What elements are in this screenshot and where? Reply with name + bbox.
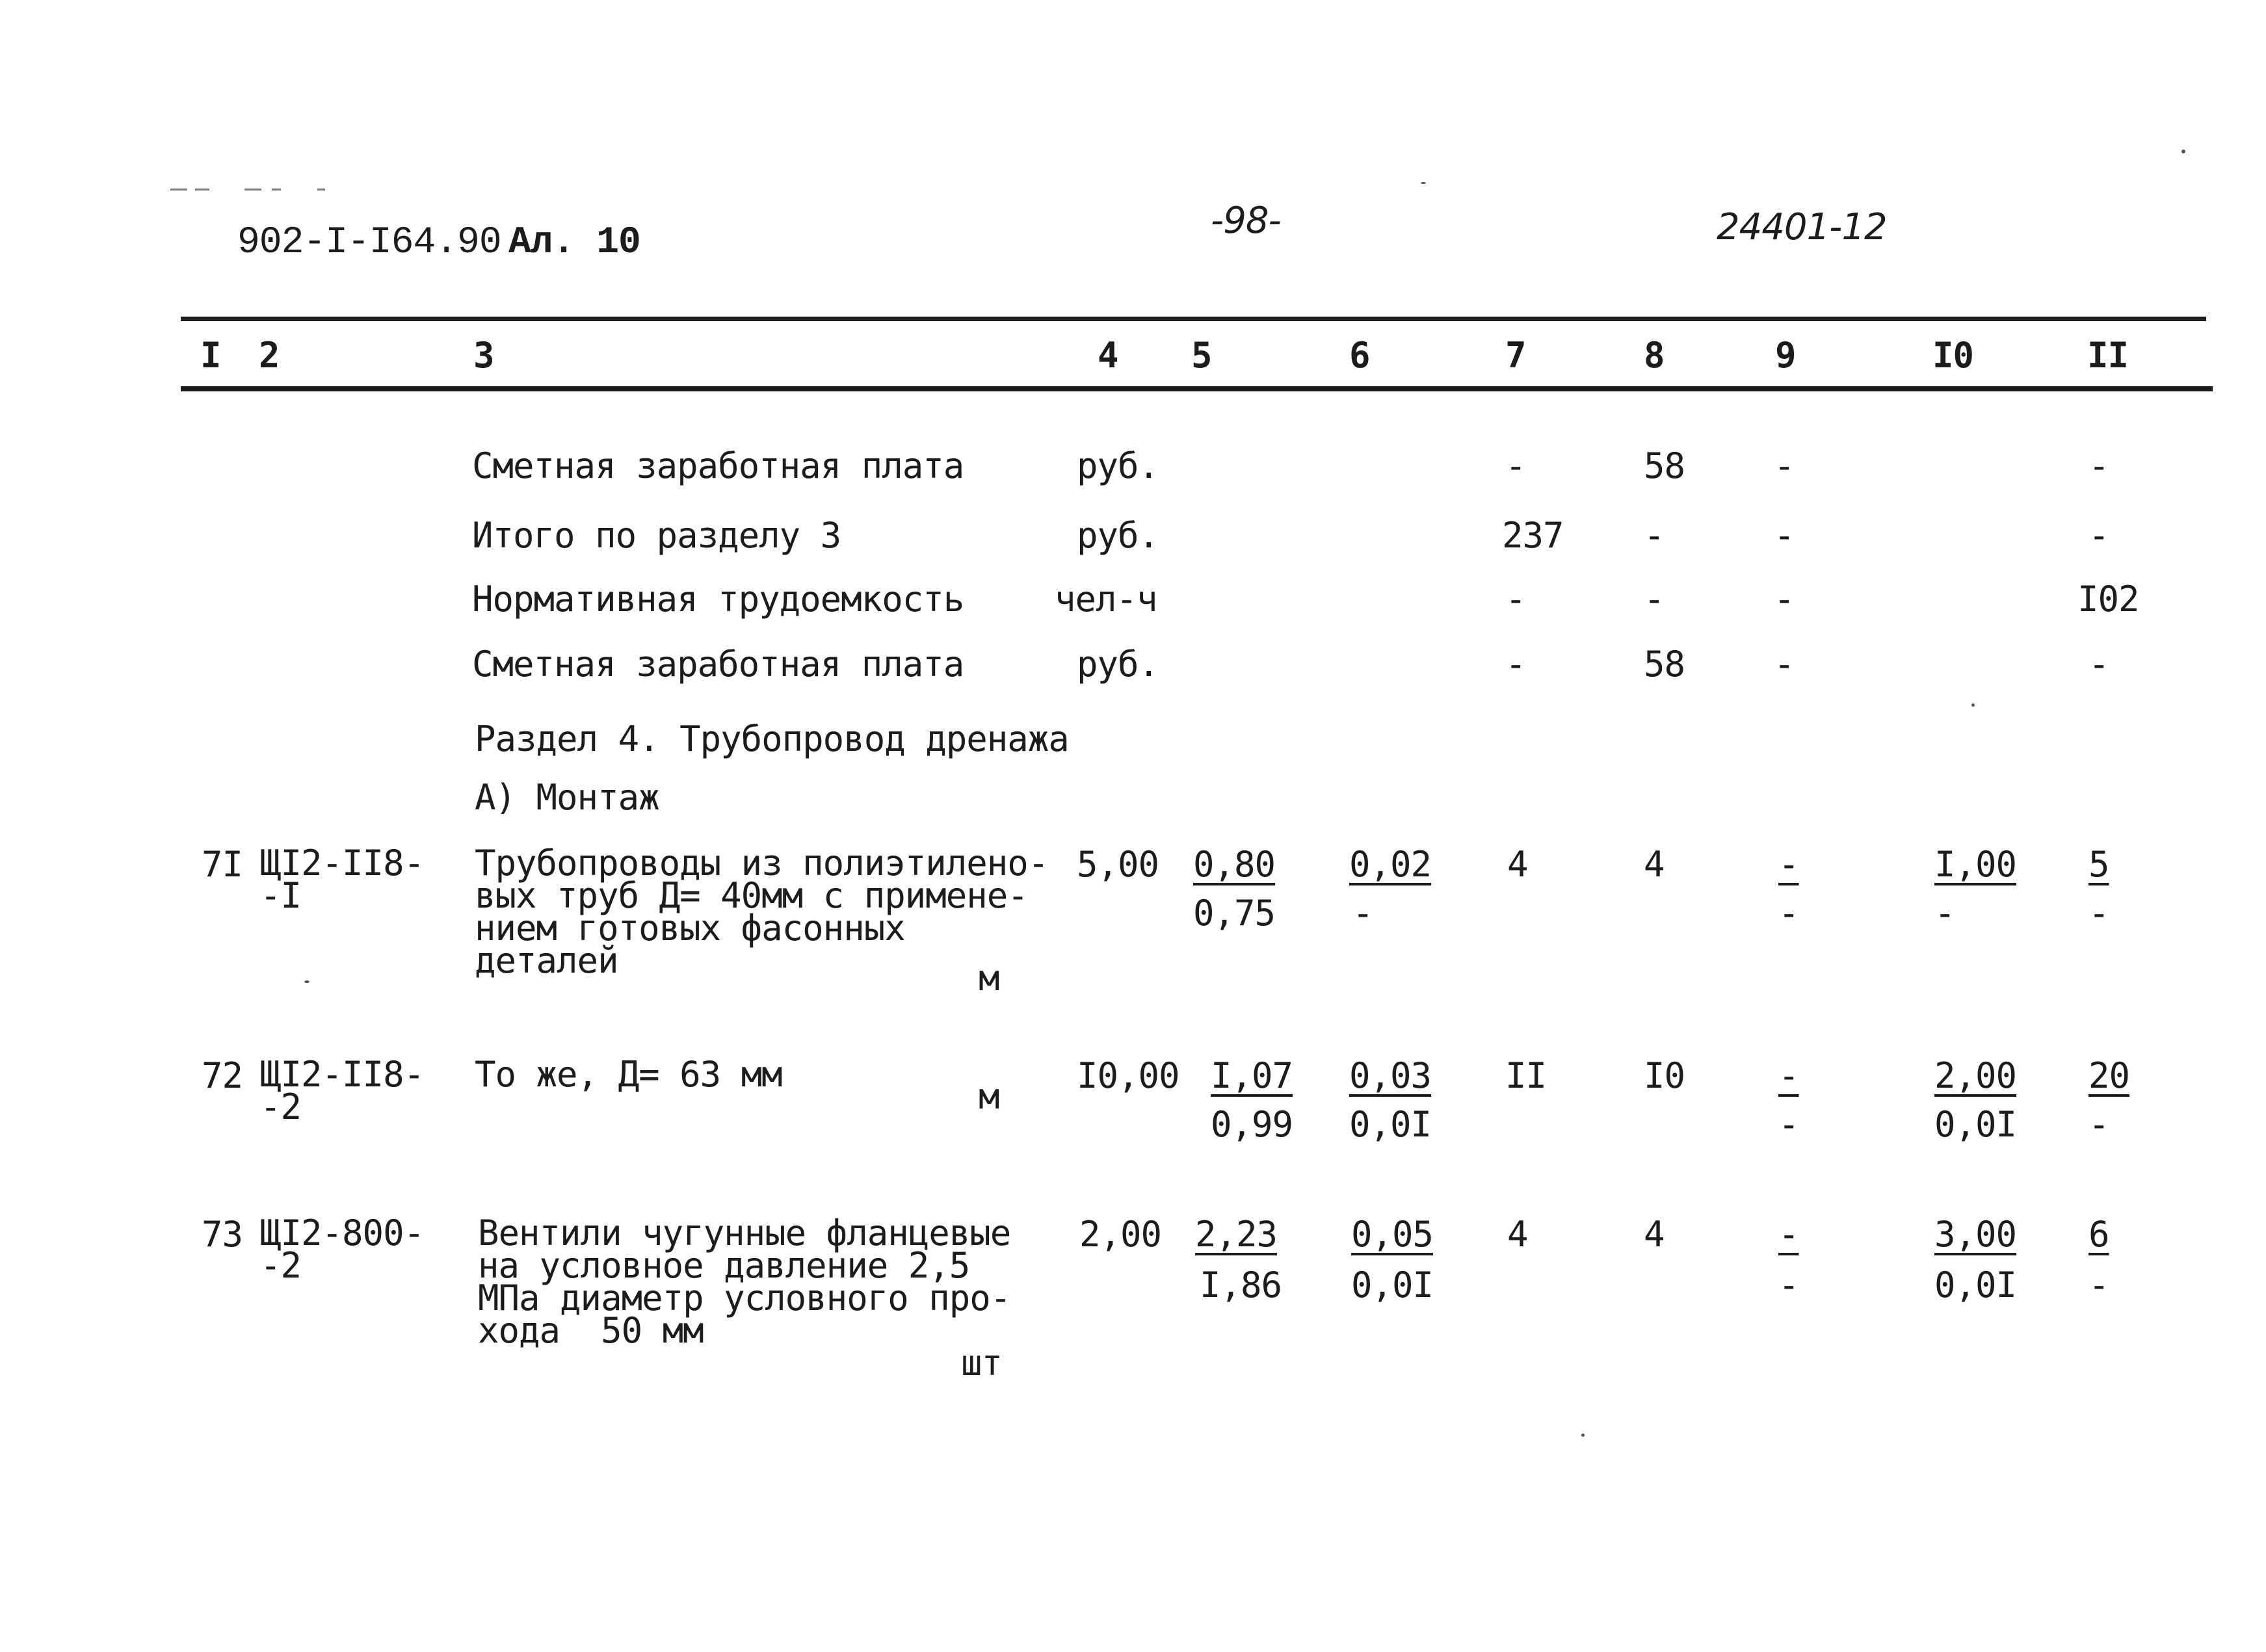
col9-top: - <box>1778 1055 1799 1096</box>
summary-unit: руб. <box>1077 445 1159 486</box>
table-header-rule <box>181 386 2213 391</box>
work-description: То же, Д= 63 мм <box>475 1054 782 1095</box>
summary-name: Итого по разделу 3 <box>472 515 841 556</box>
unit-of-measure: м <box>979 958 999 999</box>
col9-top: - <box>1778 844 1799 885</box>
scan-mark <box>170 189 187 190</box>
table-top-rule <box>181 317 2206 321</box>
scan-mark <box>195 189 209 190</box>
labor-total: 6 <box>2088 1214 2109 1255</box>
summary-col9: - <box>1774 644 1795 685</box>
total-wages: 4 <box>1644 1214 1665 1255</box>
row-number: 72 <box>202 1055 243 1096</box>
summary-col8: - <box>1644 579 1665 620</box>
album-number: Ал. 10 <box>508 222 640 264</box>
unit-of-measure: м <box>979 1076 999 1117</box>
work-description: Трубопроводы из полиэтилено- вых труб Д= 40мм с примене- нием готовых фасонных деталей <box>475 843 1049 981</box>
col9-bottom: - <box>1778 893 1799 934</box>
row-number: 73 <box>202 1214 243 1255</box>
row-number: 7I <box>202 844 243 885</box>
document-code: 902-I-I64.90 <box>237 222 501 264</box>
column-header-4: 4 <box>1098 335 1118 376</box>
section-subtitle: А) Монтаж <box>475 777 659 818</box>
quantity: I0,00 <box>1077 1055 1179 1096</box>
scan-speck <box>1581 1434 1585 1437</box>
column-header-7: 7 <box>1505 335 1526 376</box>
section-title: Раздел 4. Трубопровод дренажа <box>475 718 1069 759</box>
rate-code: ЩI2-II8- -I <box>260 843 425 916</box>
unit-of-measure: шт <box>961 1343 1003 1383</box>
column-header-1: I <box>200 335 221 376</box>
labor-total: 5 <box>2088 844 2109 885</box>
labor-per-unit-machine: - <box>1934 893 1955 934</box>
summary-col7: 237 <box>1502 515 1564 556</box>
unit-machine-cost: 0,05 <box>1351 1214 1434 1255</box>
unit-machine-wages: - <box>1352 893 1373 934</box>
unit-cost-wages: I,86 <box>1200 1265 1282 1305</box>
unit-machine-cost: 0,02 <box>1349 844 1432 885</box>
summary-unit: чел-ч <box>1055 579 1157 620</box>
scan-mark <box>317 189 325 190</box>
column-header-5: 5 <box>1191 335 1212 376</box>
unit-machine-cost: 0,03 <box>1349 1055 1432 1096</box>
summary-col7: - <box>1505 445 1526 486</box>
quantity: 2,00 <box>1079 1214 1162 1255</box>
quantity: 5,00 <box>1077 844 1159 885</box>
scan-speck <box>1421 182 1426 184</box>
scan-speck <box>304 980 310 983</box>
labor-per-unit: 2,00 <box>1934 1055 2017 1096</box>
column-header-10: I0 <box>1932 335 1974 376</box>
total-wages: I0 <box>1644 1055 1685 1096</box>
labor-total-machine: - <box>2088 1104 2109 1145</box>
total-cost: 4 <box>1507 844 1528 885</box>
summary-name: Нормативная трудоемкость <box>472 579 964 620</box>
col9-top: - <box>1778 1214 1799 1255</box>
col9-bottom: - <box>1778 1104 1799 1145</box>
labor-per-unit-machine: 0,0I <box>1934 1104 2017 1145</box>
column-header-6: 6 <box>1349 335 1370 376</box>
summary-col11: - <box>2088 445 2109 486</box>
unit-cost-total: 0,80 <box>1193 844 1276 885</box>
labor-per-unit: 3,00 <box>1934 1214 2017 1255</box>
scan-mark <box>272 189 281 190</box>
column-header-9: 9 <box>1775 335 1796 376</box>
sheet-number: 24401-12 <box>1717 206 1887 248</box>
summary-col9: - <box>1774 515 1795 556</box>
summary-col8: 58 <box>1644 644 1685 685</box>
col9-bottom: - <box>1778 1265 1799 1305</box>
labor-per-unit: I,00 <box>1934 844 2017 885</box>
work-description: Вентили чугунные фланцевые на условное давление 2,5 МПа диаметр условного про- хода 50 мм <box>478 1213 1011 1351</box>
rate-code: ЩI2-800- -2 <box>260 1213 425 1286</box>
rate-code: ЩI2-II8- -2 <box>260 1054 425 1127</box>
column-header-2: 2 <box>259 335 280 376</box>
scan-speck <box>2181 150 2185 153</box>
column-header-8: 8 <box>1644 335 1665 376</box>
scan-mark <box>244 189 261 190</box>
total-wages: 4 <box>1644 844 1665 885</box>
summary-col8: 58 <box>1644 445 1685 486</box>
summary-col9: - <box>1774 445 1795 486</box>
summary-unit: руб. <box>1077 644 1159 685</box>
summary-col11: - <box>2088 515 2109 556</box>
labor-total: 20 <box>2088 1055 2130 1096</box>
unit-machine-wages: 0,0I <box>1349 1104 1432 1145</box>
total-cost: II <box>1505 1055 1547 1096</box>
summary-name: Сметная заработная плата <box>472 445 964 486</box>
summary-col7: - <box>1505 579 1526 620</box>
scan-speck <box>1971 703 1975 707</box>
unit-machine-wages: 0,0I <box>1351 1265 1434 1305</box>
summary-col7: - <box>1505 644 1526 685</box>
page-number: -98- <box>1211 200 1281 242</box>
summary-col11: I02 <box>2077 579 2139 620</box>
unit-cost-wages: 0,75 <box>1193 893 1276 934</box>
labor-total-machine: - <box>2088 1265 2109 1305</box>
unit-cost-total: 2,23 <box>1195 1214 1278 1255</box>
column-header-11: II <box>2087 335 2129 376</box>
unit-cost-wages: 0,99 <box>1211 1104 1293 1145</box>
summary-col8: - <box>1644 515 1665 556</box>
summary-col11: - <box>2088 644 2109 685</box>
labor-total-machine: - <box>2088 893 2109 934</box>
labor-per-unit-machine: 0,0I <box>1934 1265 2017 1305</box>
summary-col9: - <box>1774 579 1795 620</box>
summary-name: Сметная заработная плата <box>472 644 964 685</box>
total-cost: 4 <box>1507 1214 1528 1255</box>
summary-unit: руб. <box>1077 515 1159 556</box>
unit-cost-total: I,07 <box>1211 1055 1293 1096</box>
column-header-3: 3 <box>473 335 494 376</box>
